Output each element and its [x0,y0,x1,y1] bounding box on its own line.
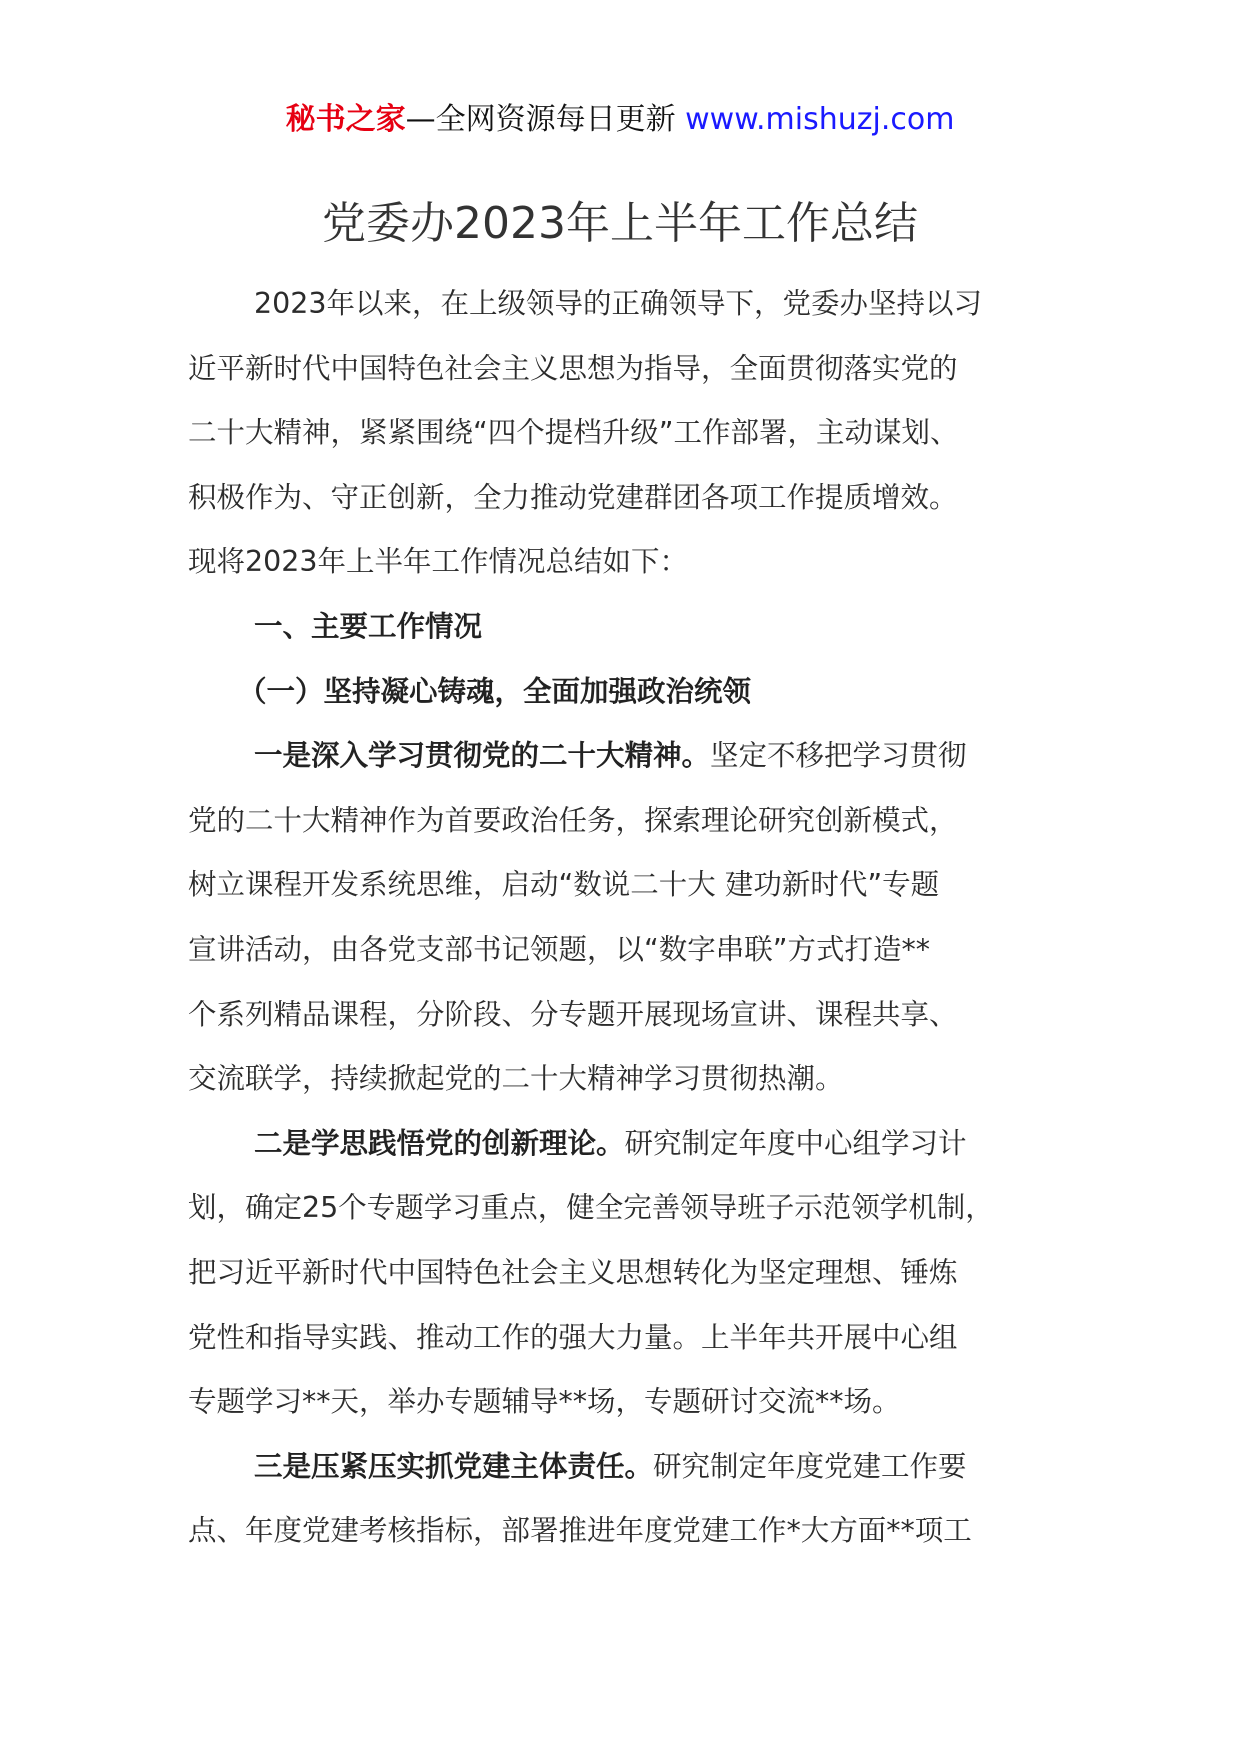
lead-sentence: 二是学思践悟党的创新理论。 [254,1126,625,1160]
subsection-heading: （一）坚持凝心铸魂，全面加强政治统领 [238,674,752,708]
paragraph-line: 2023年以来，在上级领导的正确领导下，党委办坚持以习 [254,287,983,320]
site-header [0,100,1240,140]
paragraph-line: 划，确定25个专题学习重点，健全完善领导班子示范领学机制， [188,1191,994,1225]
site-name: 秘书之家 [285,102,406,137]
paragraph-line: 党的二十大精神作为首要政治任务，探索理论研究创新模式， [188,803,958,837]
lead-sentence: 一是深入学习贯彻党的二十大精神。 [254,739,711,773]
section-heading: 一、主要工作情况 [254,609,483,643]
lead-sentence: 三是压紧压实抓党建主体责任。 [254,1449,654,1483]
paragraph-line: 专题学习**天，举办专题辅导**场，专题研讨交流**场。 [188,1385,901,1419]
document-body [188,272,1088,1564]
paragraph-line: 树立课程开发系统思维，启动“数说二十大 建功新时代”专题 [188,868,940,902]
site-url[interactable]: www.mishuzj.com [685,102,955,137]
paragraph-line: 近平新时代中国特色社会主义思想为指导，全面贯彻落实党的 [188,351,958,385]
paragraph-text: 研究制定年度党建工作要 [653,1449,967,1483]
paragraph-line: 把习近平新时代中国特色社会主义思想转化为坚定理想、锤炼 [188,1255,958,1289]
paragraph-text: 坚定不移把学习贯彻 [710,739,967,773]
paragraph-line: 党性和指导实践、推动工作的强大力量。上半年共开展中心组 [188,1320,958,1354]
paragraph-line: 现将2023年上半年工作情况总结如下： [188,545,689,579]
paragraph-line: 宣讲活动，由各党支部书记领题，以“数字串联”方式打造** [188,932,931,966]
paragraph-line: 点、年度党建考核指标，部署推进年度党建工作*大方面**项工 [188,1514,972,1548]
paragraph-line [188,1112,1088,1177]
site-tagline: —全网资源每日更新 [405,102,686,137]
paragraph-line [188,724,1088,789]
paragraph-text: 研究制定年度中心组学习计 [624,1126,967,1160]
paragraph-line: 二十大精神，紧紧围绕“四个提档升级”工作部署，主动谋划、 [188,416,959,450]
paragraph-line: 个系列精品课程，分阶段、分专题开展现场宣讲、课程共享、 [188,997,958,1031]
paragraph-line [188,1435,1088,1500]
paragraph-line: 积极作为、守正创新，全力推动党建群团各项工作提质增效。 [188,480,958,514]
paragraph-line: 交流联学，持续掀起党的二十大精神学习贯彻热潮。 [188,1062,844,1096]
document-title: 党委办2023年上半年工作总结 [322,198,918,249]
